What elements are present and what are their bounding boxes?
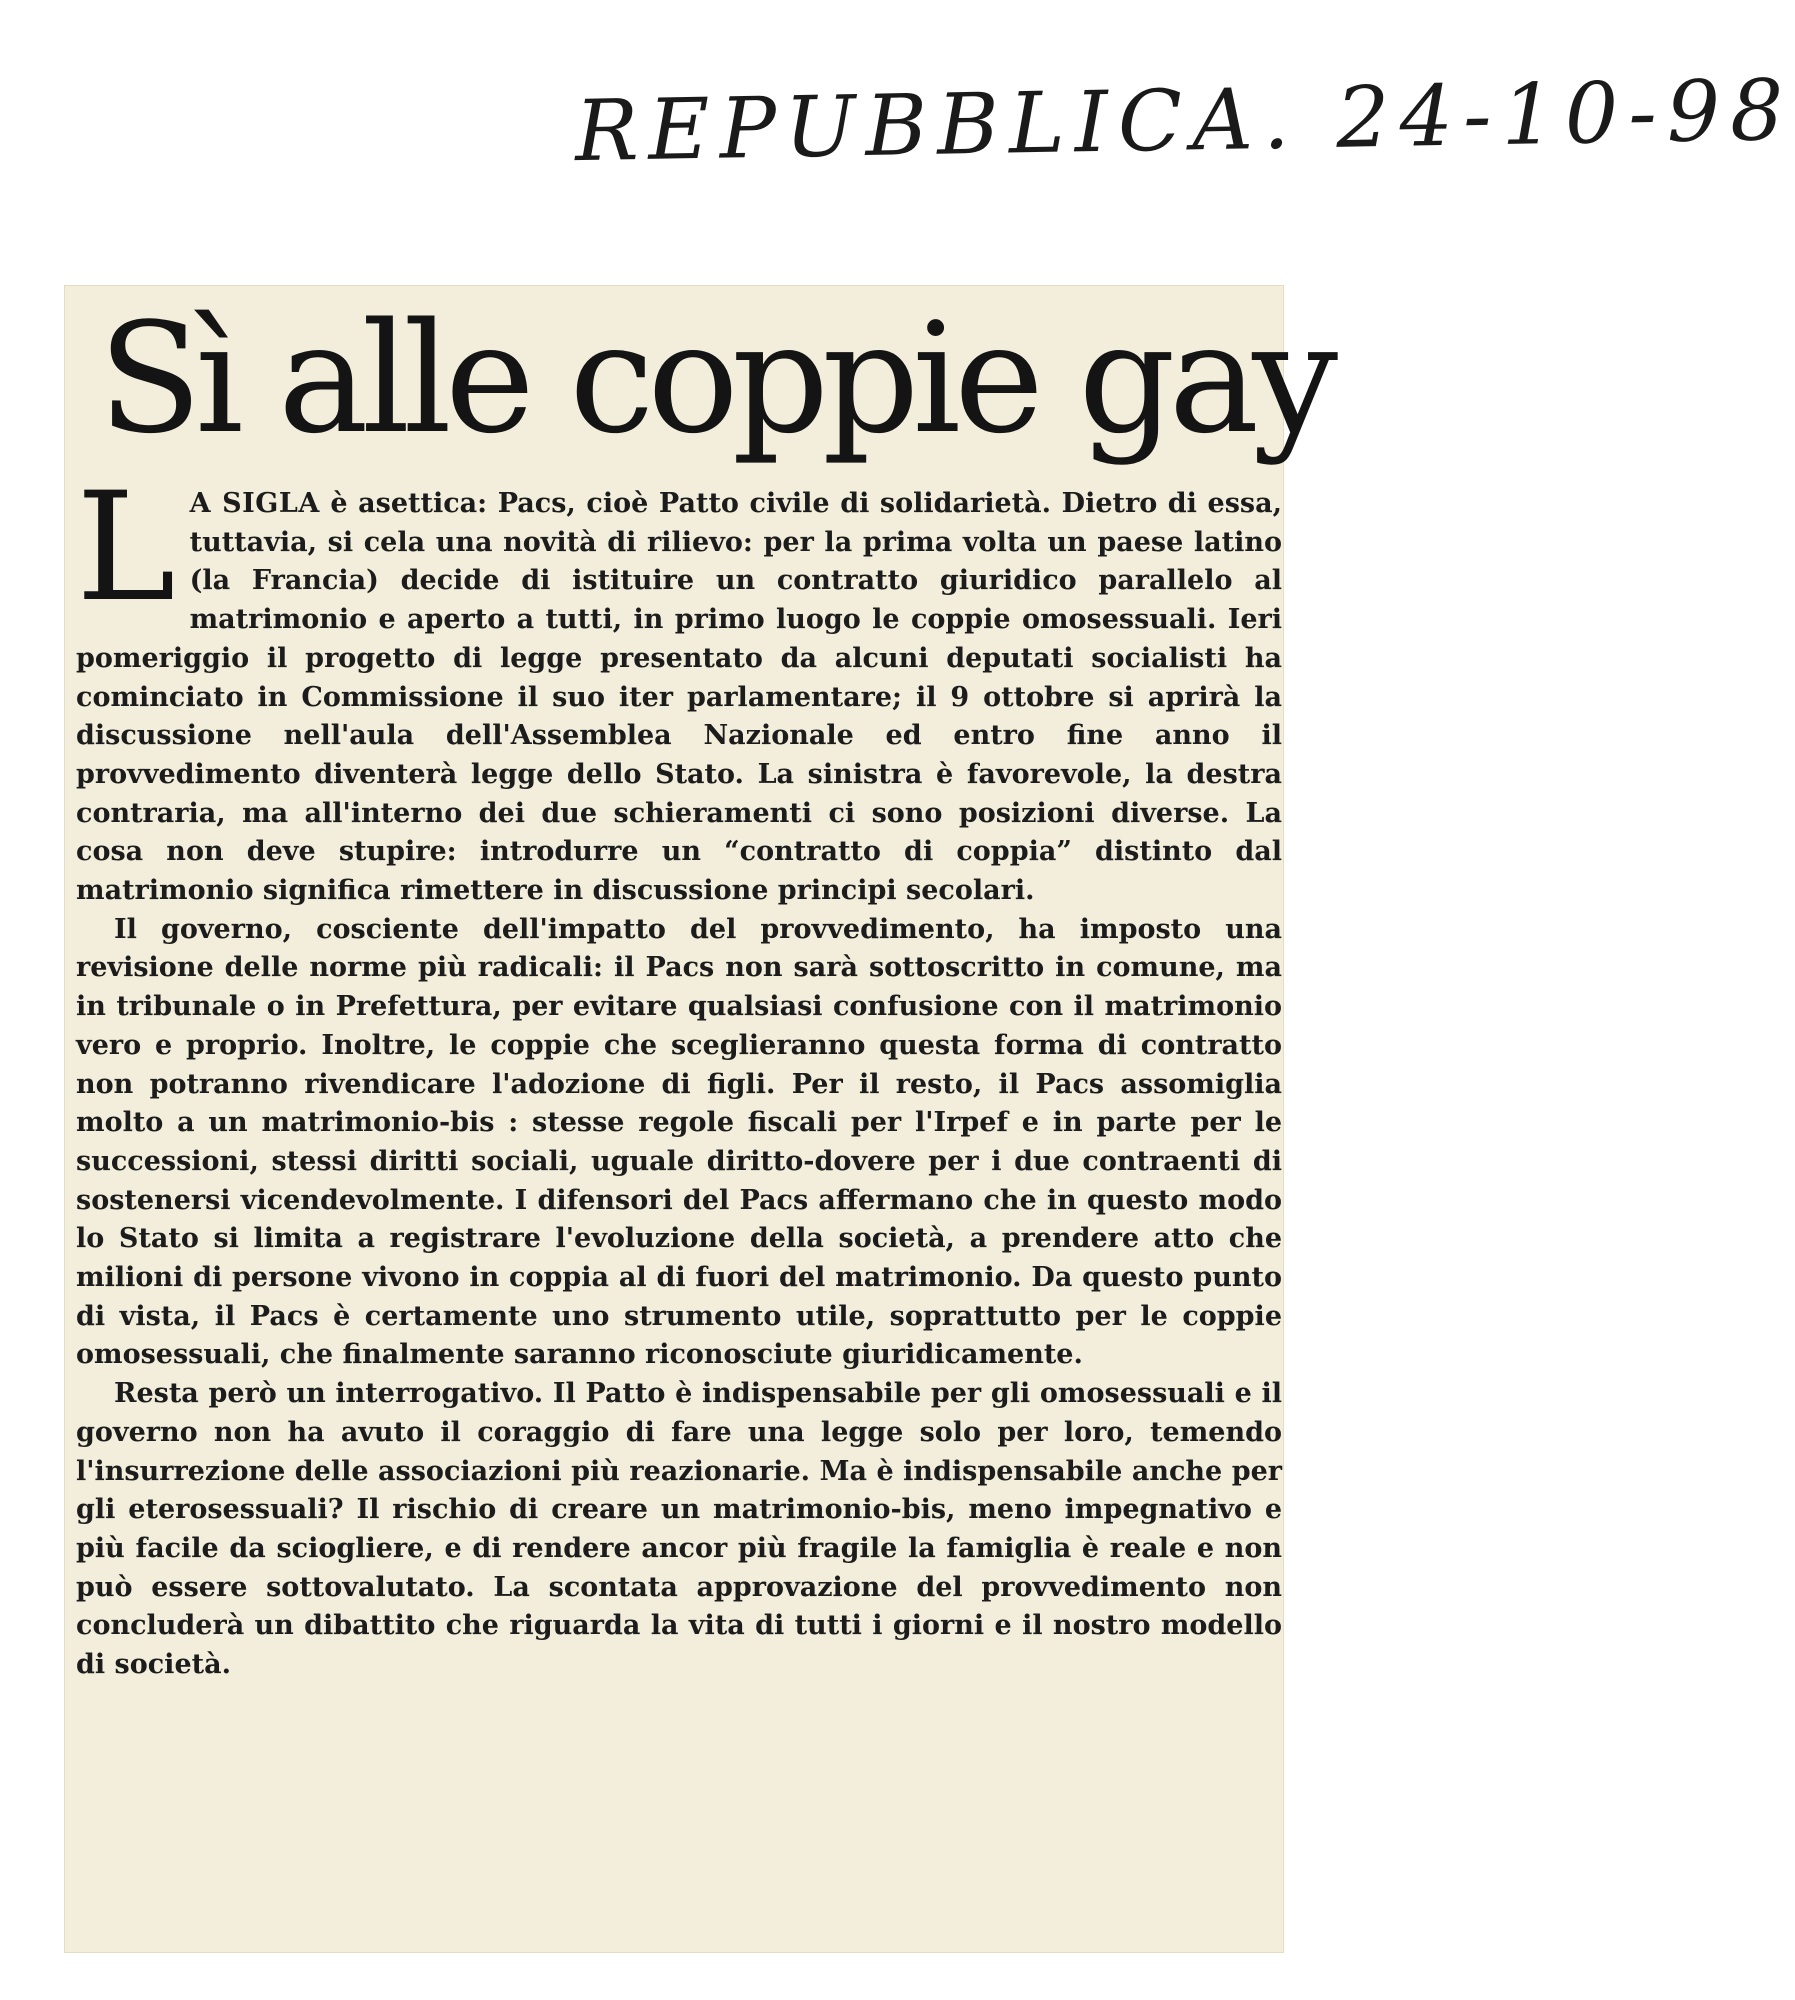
article-paragraph-3: Resta però un interrogativo. Il Patto è indispensabile per gli omosessuali e il governo non ha avuto il coraggio di fare una legge solo per loro, temendo l'insurrezione delle associazioni più reazionarie. Ma è indispensabile anche per gli eterosessuali? Il rischio di creare un matrimonio-bis, meno impegnativo e più facile da sciogliere, e di rendere ancor più fragile la famiglia è reale e non può essere sottovalutato. La scontata approvazione del provvedimento non concluderà un dibattito che riguarda la vita di tutti i giorni e il nostro modello di società. [76,1378,1282,1681]
dropcap-letter: L [76,461,176,635]
newspaper-clipping [64,285,1332,1953]
handwritten-source-date: REPUBBLICA. 24-10-98 [574,60,1795,181]
lead-caps: A SIGLA [189,488,320,519]
article-paragraph-2: Il governo, cosciente dell'impatto del provvedimento, ha imposto una revisione delle norme più radicali: il Pacs non sarà sottoscritto in comune, ma in tribunale o in Prefettura, per evitare qualsiasi confusione con il matrimonio vero e proprio. Inoltre, le coppie che sceglieranno questa forma di contratto non potranno rivendicare l'adozione di figli. Per il resto, il Pacs assomiglia molto a un matrimonio-bis : stesse regole fiscali per l'Irpef e in parte per le successioni, stessi diritti sociali, uguale diritto-dovere per i due contraenti di sostenersi vicendevolmente. I difensori del Pacs affermano che in questo modo lo Stato si limita a registrare l'evoluzione della società, a prendere atto che milioni di persone vivono in coppia al di fuori del matrimonio. Da questo punto di vista, il Pacs è certamente uno strumento utile, soprattutto per le coppie omosessuali, che finalmente saranno riconosciute giuridicamente. [76,913,1282,1371]
article-body [76,461,1283,1685]
article-paragraph-1 [76,461,1283,911]
paragraph-1-text: è asettica: Pacs, cioè Patto civile di solidarietà. Dietro di essa, tuttavia, si cela una novità di rilievo: per la prima volta un paese latino (la Francia) decide di istituire un contratto giuridico parallelo al matrimonio e aperto a tutti, in primo luogo le coppie omosessuali. Ieri pomeriggio il progetto di legge presentato da alcuni deputati socialisti ha cominciato in Commissione il suo iter parlamentare; il 9 ottobre si aprirà la discussione nell'aula dell'Assemblea Nazionale ed entro fine anno il provvedimento diventerà legge dello Stato. La sinistra è favorevole, la destra contraria, ma all'interno dei due schieramenti ci sono posizioni diverse. La cosa non deve stupire: introdurre un “contratto di coppia” distinto dal matrimonio significa rimettere in discussione principi secolari. [76,488,1283,907]
article-headline: Sì alle coppie gay [98,290,1332,467]
